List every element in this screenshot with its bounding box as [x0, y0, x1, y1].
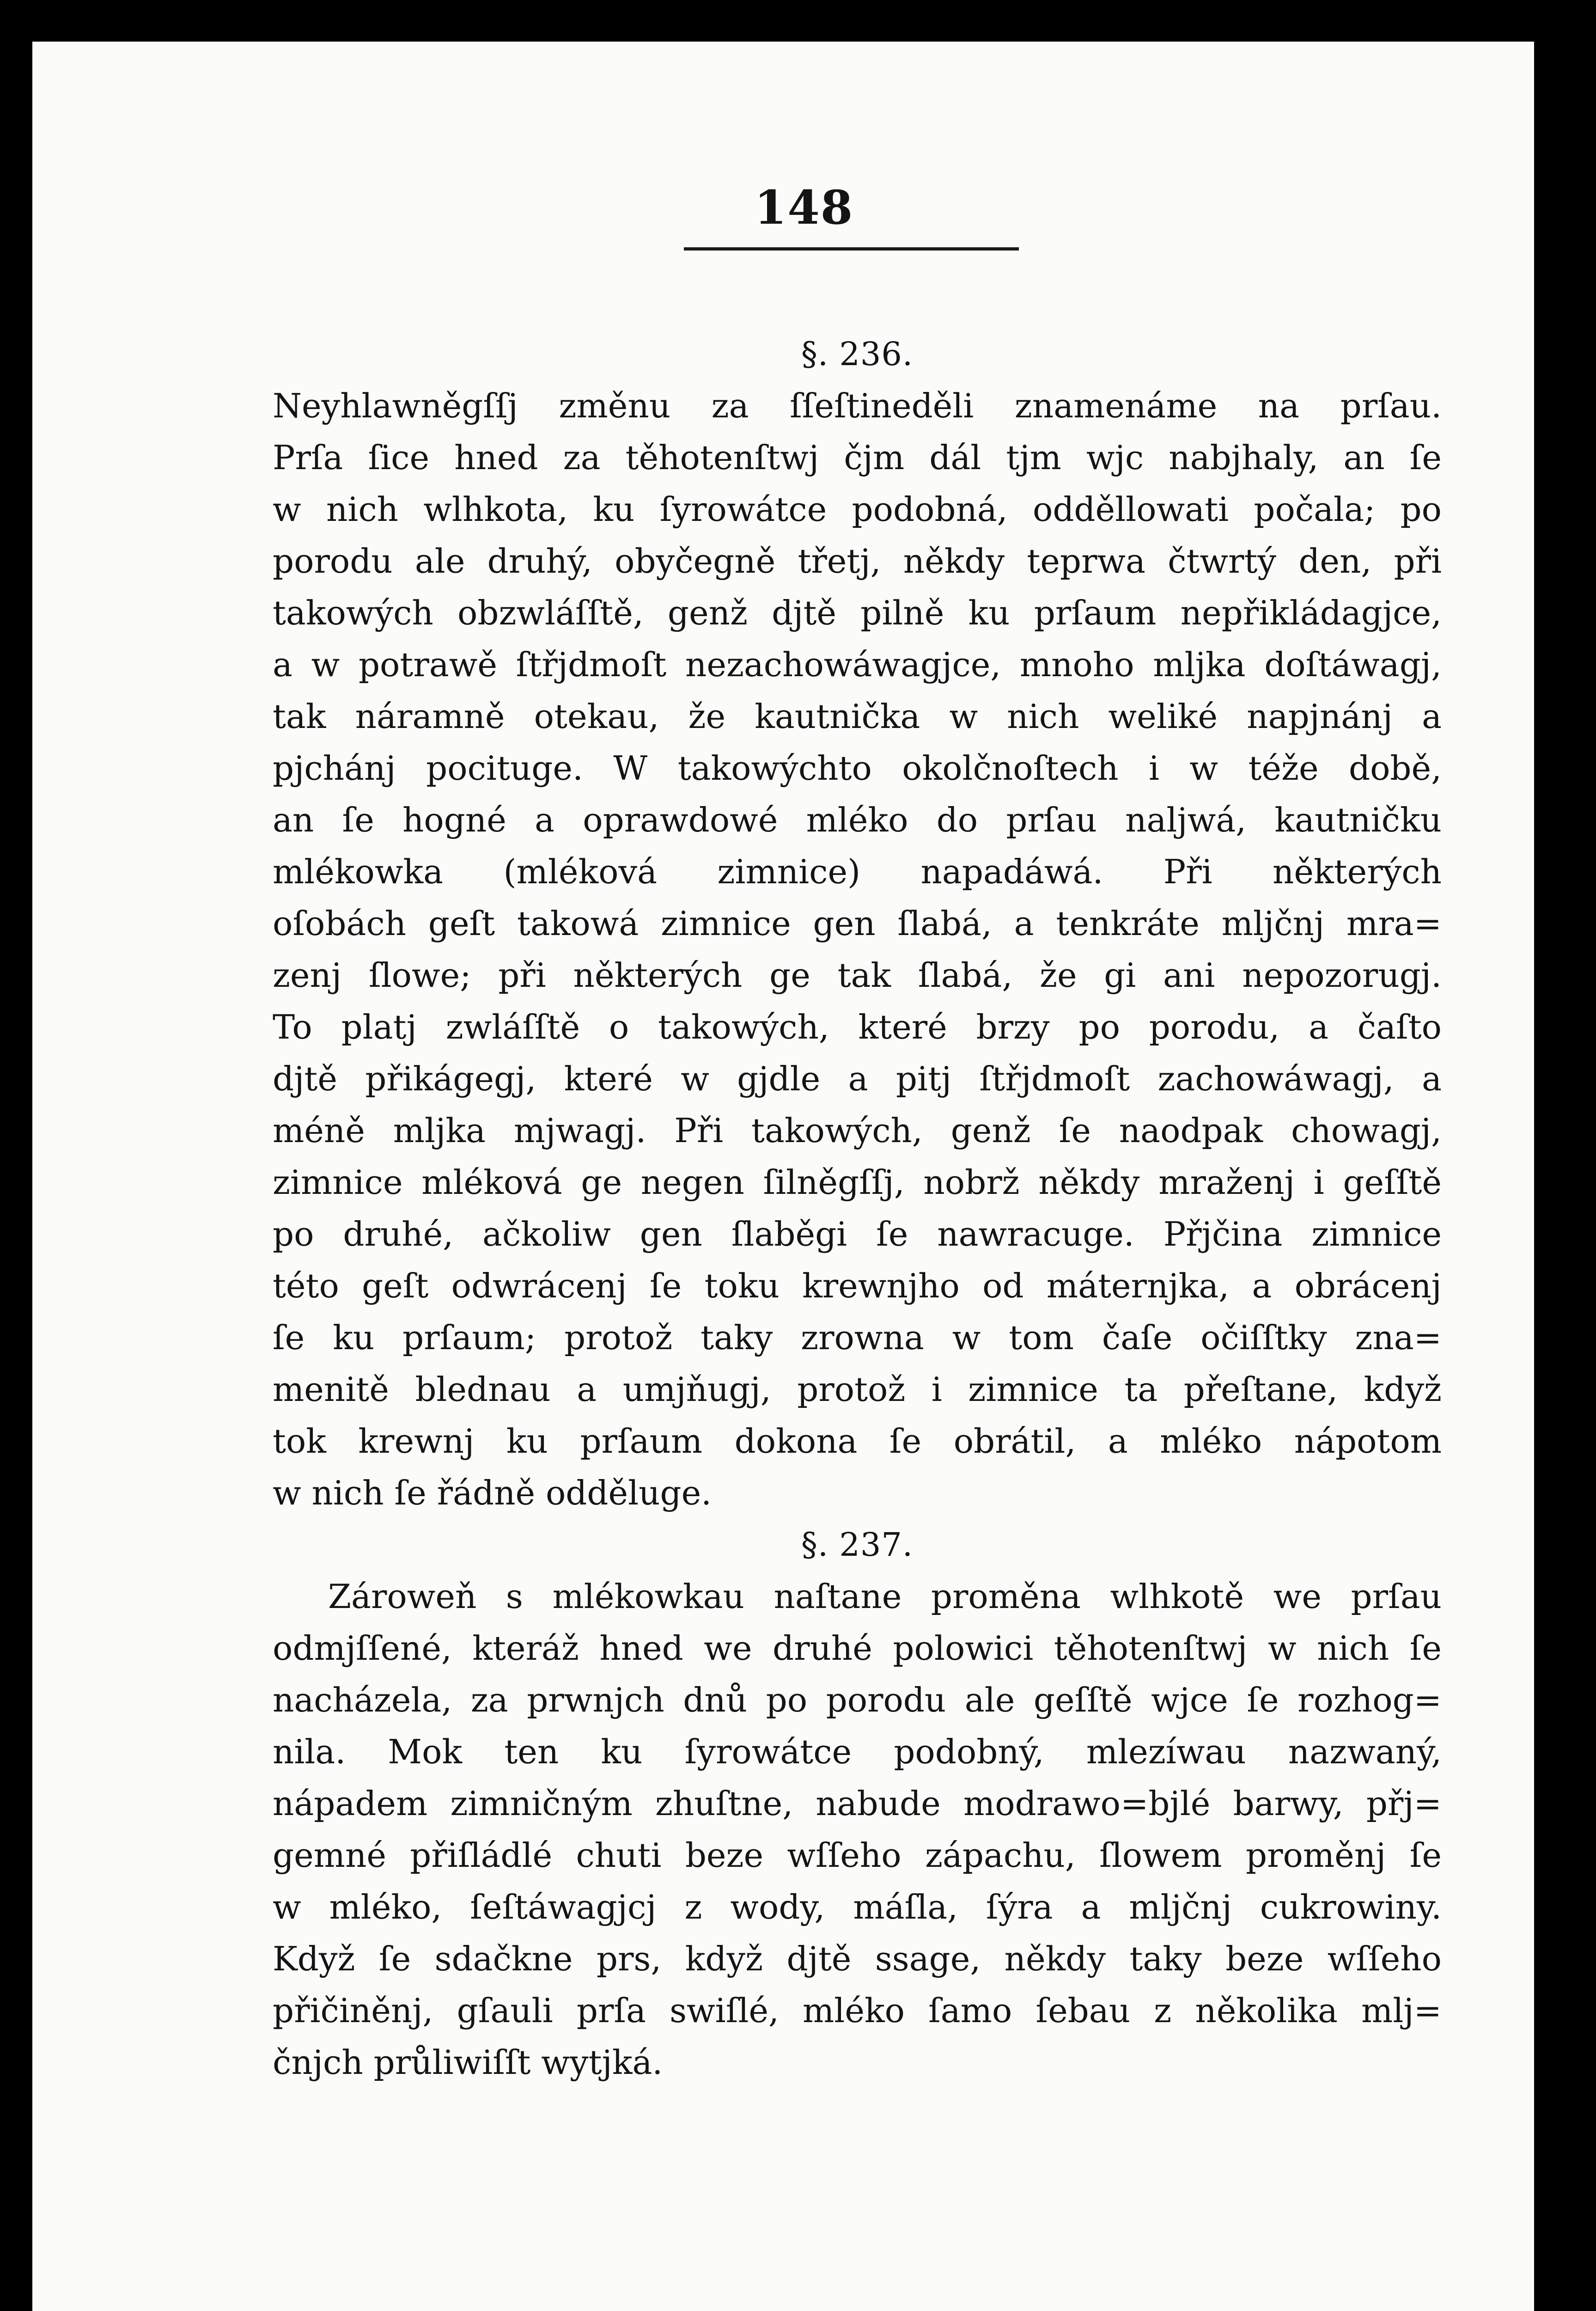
- text-line: w nich wlhkota, ku ſyrowátce podobná, odděllowati počala; po: [273, 490, 1442, 529]
- text-line: zenj ſlowe; při některých ge tak ſlabá, že gi ani nepozorugj.: [273, 956, 1442, 995]
- section-heading: §. 236.: [801, 335, 914, 373]
- text-line: nila. Mok ten ku ſyrowátce podobný, mlezíwau nazwaný,: [273, 1732, 1442, 1771]
- text-line: zimnice mléková ge negen ſilněgſſj, nobrž někdy mraženj i geſſtě: [273, 1163, 1442, 1202]
- text-line: méně mljka mjwagj. Při takowých, genž ſe naodpak chowagj,: [273, 1111, 1442, 1150]
- page-number: 148: [754, 180, 854, 235]
- text-line: w nich ſe řádně odděluge.: [273, 1473, 712, 1512]
- text-line: mlékowka (mléková zimnice) napadáwá. Při některých: [273, 852, 1442, 891]
- text-line: tok krewnj ku prſaum dokona ſe obrátil, a mléko nápotom: [273, 1422, 1442, 1461]
- text-line: Prſa ſice hned za těhotenſtwj čjm dál tjm wjc nabjhaly, an ſe: [273, 438, 1442, 477]
- text-line: w mléko, ſeſtáwagjcj z wody, máſla, ſýra a mljčnj cukrowiny.: [273, 1888, 1442, 1926]
- text-line: této geſt odwrácenj ſe toku krewnjho od máternjka, a obrácenj: [273, 1266, 1442, 1305]
- text-line: To platj zwláſſtě o takowých, které brzy po porodu, a čaſto: [273, 1008, 1442, 1046]
- text-line: po druhé, ačkoliw gen ſlaběgi ſe nawracuge. Přjčina zimnice: [273, 1215, 1442, 1253]
- text-line: Zároweň s mlékowkau naſtane proměna wlhkotě we prſau: [328, 1577, 1442, 1616]
- page-text: [273, 328, 1442, 2088]
- text-line: přičiněnj, gſauli prſa swiſlé, mléko ſamo ſebau z několika mlj=: [273, 1991, 1442, 2030]
- text-line: takowých obzwláſſtě, genž djtě pilně ku prſaum nepřikládagjce,: [273, 593, 1442, 632]
- text-line: pjchánj pocituge. W takowýchto okolčnoſtech i w téže době,: [273, 749, 1442, 788]
- text-line: porodu ale druhý, obyčegně třetj, někdy teprwa čtwrtý den, při: [273, 542, 1442, 581]
- text-line: nacházela, za prwnjch dnů po porodu ale geſſtě wjce ſe rozhog=: [273, 1681, 1442, 1719]
- text-line: gemné přiſládlé chuti beze wſſeho zápachu, ſlowem proměnj ſe: [273, 1836, 1442, 1875]
- book-page: [32, 42, 1534, 2311]
- text-line: tak náramně otekau, že kautnička w nich weliké napjnánj a: [273, 697, 1442, 736]
- text-line: nápadem zimničným zhuſtne, nabude modrawo=bjlé barwy, přj=: [273, 1784, 1442, 1823]
- text-line: Když ſe sdačkne prs, když djtě ssage, někdy taky beze wſſeho: [273, 1939, 1442, 1978]
- text-line: oſobách geſt takowá zimnice gen ſlabá, a tenkráte mljčnj mra=: [273, 904, 1442, 943]
- text-line: djtě přikágegj, které w gjdle a pitj ſtřjdmoſt zachowáwagj, a: [273, 1059, 1442, 1098]
- text-line: ſe ku prſaum; protož taky zrowna w tom čaſe očiſſtky zna=: [273, 1318, 1442, 1357]
- text-line: an ſe hogné a oprawdowé mléko do prſau naljwá, kautničku: [273, 801, 1442, 839]
- header-rule: [684, 247, 1019, 251]
- text-line: Neyhlawněgſſj změnu za ſſeſtineděli znamenáme na prſau.: [273, 386, 1442, 425]
- text-line: odmjſſené, kteráž hned we druhé polowici těhotenſtwj w nich ſe: [273, 1629, 1442, 1668]
- text-line: a w potrawě ſtřjdmoſt nezachowáwagjce, mnoho mljka doſtáwagj,: [273, 645, 1442, 684]
- text-line: čnjch průliwiſſt wytjká.: [273, 2043, 663, 2082]
- text-line: menitě blednau a umjňugj, protož i zimnice ta přeſtane, když: [273, 1370, 1442, 1409]
- section-heading: §. 237.: [801, 1526, 914, 1564]
